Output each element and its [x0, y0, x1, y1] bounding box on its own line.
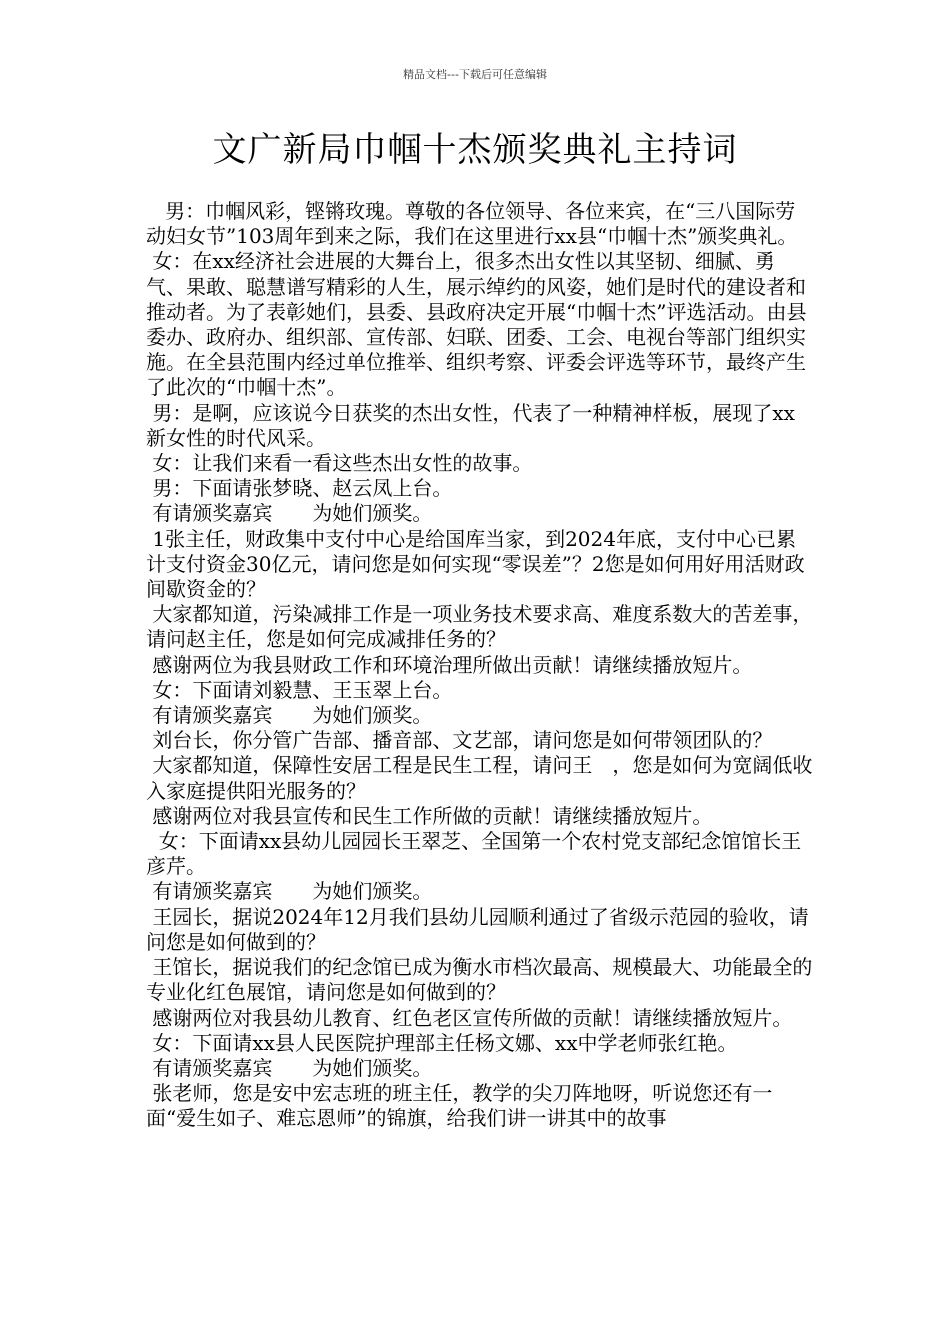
paragraph: 女：让我们来看一看这些杰出女性的故事。 [146, 451, 533, 476]
paragraph: 王园长，据说2024年12月我们县幼儿园顺利通过了省级示范园的验收，请问您是如何做到的？ [146, 904, 809, 954]
paragraph: 有请颁奖嘉宾 为她们颁奖。 [146, 1055, 433, 1080]
paragraph: 感谢两位对我县幼儿教育、红色老区宣传所做的贡献！请继续播放短片。 [146, 1005, 793, 1030]
paragraph: 有请颁奖嘉宾 为她们颁奖。 [146, 879, 433, 904]
document-body [146, 199, 814, 1132]
paragraph: 女：下面请xx县人民医院护理部主任杨文娜、xx中学老师张红艳。 [146, 1030, 738, 1055]
paragraph: 女：下面请xx县幼儿园园长王翠芝、全国第一个农村党支部纪念馆馆长王彦芹。 [146, 829, 802, 879]
paragraph: 男：是啊，应该说今日获奖的杰出女性，代表了一种精神样板，展现了xx新女性的时代风采。 [146, 400, 795, 450]
paragraph: 男：巾帼风彩，铿锵玫瑰。尊敬的各位领导、各位来宾，在“三八国际劳动妇女节”103周年到来之际，我们在这里进行xx县“巾帼十杰”颁奖典礼。 [146, 199, 798, 249]
paragraph: 张老师，您是安中宏志班的班主任，教学的尖刀阵地呀，听说您还有一面“爱生如子、难忘恩师”的锦旗，给我们讲一讲其中的故事 [146, 1081, 773, 1131]
document-title: 文广新局巾帼十杰颁奖典礼主持词 [212, 130, 738, 170]
paragraph: 王馆长，据说我们的纪念馆已成为衡水市档次最高、规模最大、功能最全的专业化红色展馆，请问您是如何做到的？ [146, 955, 813, 1005]
paragraph: 女：下面请刘毅慧、王玉翠上台。 [146, 677, 453, 702]
page-header-note: 精品文档---下载后可任意编辑 [403, 68, 547, 81]
paragraph: 男：下面请张梦晓、赵云凤上台。 [146, 476, 453, 501]
paragraph: 女：在xx经济社会进展的大舞台上，很多杰出女性以其坚韧、细腻、勇气、果敢、聪慧谱写精彩的人生，展示绰约的风姿，她们是时代的建设者和推动者。为了表彰她们，县委、县政府决定开展“巾帼十杰”评选活动。由县委办、政府办、组织部、宣传部、妇联、团委、工会、电视台等部门组织实施。在全县范围内经过单位推举、组织考察、评委会评选等环节，最终产生了此次的“巾帼十杰”。 [146, 249, 807, 400]
paragraph: 感谢两位对我县宣传和民生工作所做的贡献！请继续播放短片。 [146, 803, 713, 828]
paragraph: 有请颁奖嘉宾 为她们颁奖。 [146, 501, 433, 526]
paragraph: 有请颁奖嘉宾 为她们颁奖。 [146, 703, 433, 728]
paragraph: 感谢两位为我县财政工作和环境治理所做出贡献！请继续播放短片。 [146, 652, 753, 677]
paragraph: 大家都知道，保障性安居工程是民生工程，请问王 ，您是如何为宽阔低收入家庭提供阳光服务的？ [146, 753, 813, 803]
paragraph: 1张主任，财政集中支付中心是给国库当家，到2024年底，支付中心已累计支付资金30亿元，请问您是如何实现“零误差”？2您是如何用好用活财政间歇资金的？ [146, 526, 805, 602]
paragraph: 大家都知道，污染减排工作是一项业务技术要求高、难度系数大的苦差事，请问赵主任，您是如何完成减排任务的？ [146, 602, 813, 652]
paragraph: 刘台长，你分管广告部、播音部、文艺部，请问您是如何带领团队的？ [146, 728, 773, 753]
